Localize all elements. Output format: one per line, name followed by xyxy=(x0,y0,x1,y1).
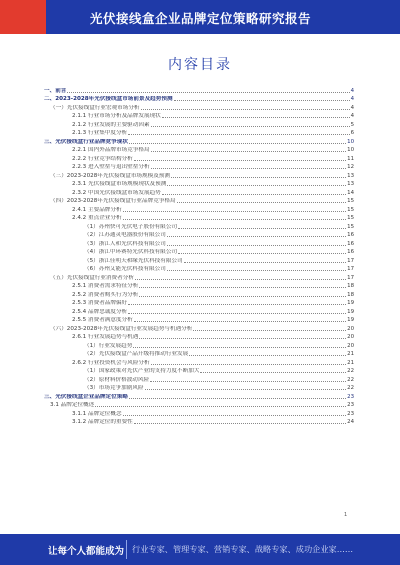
toc-entry-label: 二、2023-2028年光伏接线盒市场前景及趋势预测 xyxy=(44,96,173,102)
toc-entry-page: 13 xyxy=(347,172,354,179)
toc-entry-label: （一）光伏接线盒行业宏观市场分析 xyxy=(50,104,140,111)
toc-entry-page: 19 xyxy=(347,317,354,323)
toc-entry-label: 2.3.1 光伏接线盒市场规模现状及预测 xyxy=(72,181,167,187)
toc-leader-dots xyxy=(171,177,346,178)
toc-entry-page: 15 xyxy=(347,223,354,230)
toc-entry-page: 10 xyxy=(347,138,354,145)
toc-entry[interactable] xyxy=(44,137,354,146)
toc-entry-label: 2.6.1 行业发展趋势与机遇 xyxy=(72,334,139,340)
toc-entry-page: 24 xyxy=(347,419,354,425)
toc-entry-page: 18 xyxy=(347,291,354,298)
toc-heading: 内容目录 xyxy=(168,57,232,73)
toc-entry-label: （四）2023-2028年光伏接线盒行业品牌竞争格局 xyxy=(50,198,176,204)
toc-entry[interactable] xyxy=(44,197,354,206)
toc-entry[interactable] xyxy=(44,154,354,163)
toc-entry[interactable] xyxy=(44,384,354,393)
toc-entry[interactable] xyxy=(44,418,354,427)
toc-entry-label: （4）浙江中环赛特光伏科技有限公司 xyxy=(84,249,178,255)
toc-entry-label: 2.5.2 消费者购买行为分析 xyxy=(72,291,139,298)
toc-entry-label: 2.1.1 行业市场分析及品牌发展现状 xyxy=(72,113,161,119)
toc-leader-dots xyxy=(135,279,346,280)
toc-entry[interactable] xyxy=(44,409,354,418)
toc-entry[interactable] xyxy=(44,367,354,376)
toc-entry[interactable] xyxy=(44,112,354,121)
toc-entry-page: 17 xyxy=(347,266,354,272)
toc-entry-page: 22 xyxy=(347,385,354,391)
toc-leader-dots xyxy=(189,355,346,356)
toc-entry[interactable] xyxy=(44,205,354,214)
toc-entry[interactable] xyxy=(44,171,354,180)
toc-entry-page: 18 xyxy=(347,283,354,289)
toc-entry-label: 2.4.1 主要品牌分析 xyxy=(72,206,122,213)
toc-entry-page: 21 xyxy=(347,359,354,366)
toc-entry[interactable] xyxy=(44,282,354,291)
toc-entry[interactable] xyxy=(44,222,354,231)
toc-entry[interactable] xyxy=(44,350,354,359)
toc-entry-label: （三）2023-2028年光伏接线盒市场规模及预测 xyxy=(50,172,170,179)
toc-entry[interactable] xyxy=(44,188,354,197)
toc-entry-label: 2.5.4 品牌忠诚度分析 xyxy=(72,308,128,315)
toc-entry-label: （2）原材料价格波动风险 xyxy=(84,376,150,383)
toc-entry-label: 2.6.2 行业投资机会与风险分析 xyxy=(72,359,150,366)
toc-leader-dots xyxy=(123,219,347,220)
toc-entry[interactable] xyxy=(44,95,354,104)
toc-entry[interactable] xyxy=(44,290,354,299)
toc-entry-page: 20 xyxy=(347,334,354,340)
toc-entry-page: 23 xyxy=(347,410,354,417)
toc-leader-dots xyxy=(123,415,347,416)
footer-banner xyxy=(0,534,400,565)
toc-entry-label: （1）行业发展趋势 xyxy=(84,342,133,349)
toc-leader-dots xyxy=(134,321,346,322)
toc-entry[interactable] xyxy=(44,103,354,112)
toc-entry-label: 3.1 品牌定位概述 xyxy=(50,402,95,408)
toc-entry[interactable] xyxy=(44,214,354,223)
toc-entry-page: 20 xyxy=(347,325,354,332)
toc-entry[interactable] xyxy=(44,341,354,350)
toc-entry[interactable] xyxy=(44,239,354,248)
header-accent-bar xyxy=(0,0,46,34)
toc-leader-dots xyxy=(184,262,346,263)
toc-entry-label: 2.4.2 重点企业分析 xyxy=(72,215,122,221)
toc-leader-dots xyxy=(67,92,349,93)
toc-leader-dots xyxy=(145,389,347,390)
toc-entry-label: 2.2.2 行业竞争结构分析 xyxy=(72,155,133,162)
header-banner xyxy=(0,0,400,34)
toc-entry-page: 11 xyxy=(347,155,354,162)
table-of-contents xyxy=(44,86,354,426)
toc-entry-label: 2.1.2 行业发展的主要驱动因素 xyxy=(72,121,150,128)
toc-entry[interactable] xyxy=(44,358,354,367)
toc-leader-dots xyxy=(150,381,346,382)
toc-entry[interactable] xyxy=(44,248,354,257)
toc-entry-label: 2.5.3 消费者品牌偏好 xyxy=(72,300,128,306)
toc-leader-dots xyxy=(162,117,350,118)
page-number: 1 xyxy=(344,512,348,518)
toc-entry[interactable] xyxy=(44,120,354,129)
toc-leader-dots xyxy=(167,245,346,246)
toc-entry[interactable] xyxy=(44,401,354,410)
footer-tagline: 行业专家、管理专家、营销专家、战略专家、成功企业家…… xyxy=(132,544,354,554)
toc-entry-page: 16 xyxy=(347,232,354,238)
toc-entry[interactable] xyxy=(44,316,354,325)
toc-entry-label: （3）浙江人和光伏科技有限公司 xyxy=(84,240,166,247)
toc-entry[interactable] xyxy=(44,324,354,333)
toc-entry-label: （5）浙江佳明天和缘光伏科技有限公司 xyxy=(84,257,183,264)
toc-entry-label: 2.5.1 消费者需求特征分析 xyxy=(72,283,139,289)
toc-entry[interactable] xyxy=(44,256,354,265)
toc-entry-page: 17 xyxy=(347,257,354,264)
footer-slogan: 让每个人都能成为 xyxy=(48,546,125,557)
toc-entry-label: 2.2.1 国内外品牌市场竞争格局 xyxy=(72,147,150,153)
toc-entry-page: 4 xyxy=(350,104,354,111)
toc-entry[interactable] xyxy=(44,86,354,95)
toc-entry[interactable] xyxy=(44,375,354,384)
toc-entry-label: （2）光伏接线盒产品升级将推动行业发展 xyxy=(84,351,189,357)
toc-entry-page: 15 xyxy=(347,206,354,213)
toc-entry-page: 15 xyxy=(347,198,354,204)
toc-leader-dots xyxy=(95,406,346,407)
toc-leader-dots xyxy=(139,287,346,288)
toc-leader-dots xyxy=(162,194,346,195)
toc-leader-dots xyxy=(129,398,346,399)
toc-entry[interactable] xyxy=(44,333,354,342)
toc-leader-dots xyxy=(151,364,347,365)
toc-leader-dots xyxy=(151,126,350,127)
toc-entry-page: 17 xyxy=(347,274,354,281)
toc-entry[interactable] xyxy=(44,163,354,172)
toc-entry[interactable] xyxy=(44,392,354,401)
toc-entry-page: 4 xyxy=(350,96,354,102)
toc-leader-dots xyxy=(200,372,346,373)
toc-entry[interactable] xyxy=(44,273,354,282)
toc-entry-label: 一、前言 xyxy=(44,87,67,94)
toc-entry-label: 3.1.2 品牌定位的重要性 xyxy=(72,419,133,425)
toc-entry-label: 2.3.2 中国光伏接线盒市场发展趋势 xyxy=(72,189,161,196)
toc-entry-page: 23 xyxy=(347,402,354,408)
toc-leader-dots xyxy=(174,100,350,101)
toc-entry-label: （3）市场竞争加剧风险 xyxy=(84,385,144,391)
toc-entry-page: 15 xyxy=(347,215,354,221)
report-title: 光伏接线盒企业品牌定位策略研究报告 xyxy=(90,11,312,26)
toc-leader-dots xyxy=(177,202,347,203)
toc-entry-page: 23 xyxy=(347,393,354,400)
toc-leader-dots xyxy=(178,228,346,229)
toc-leader-dots xyxy=(167,185,346,186)
toc-entry-label: 2.5.5 消费者满意度分析 xyxy=(72,317,133,323)
toc-entry-label: （1）苏州快可光伏电子股份有限公司 xyxy=(84,223,178,230)
toc-entry-page: 10 xyxy=(347,147,354,153)
toc-entry-label: 3.1.1 品牌定位概念 xyxy=(72,410,122,417)
toc-entry[interactable] xyxy=(44,299,354,308)
toc-entry-label: 三、光伏接线盒行业品牌竞争现状 xyxy=(44,138,128,145)
toc-leader-dots xyxy=(151,151,347,152)
toc-entry-label: （2）江苏通灵电器股份有限公司 xyxy=(84,232,166,238)
toc-leader-dots xyxy=(139,338,346,339)
toc-leader-dots xyxy=(133,347,346,348)
toc-leader-dots xyxy=(178,253,346,254)
toc-entry[interactable] xyxy=(44,231,354,240)
toc-entry[interactable] xyxy=(44,146,354,155)
toc-leader-dots xyxy=(141,109,350,110)
toc-entry-page: 6 xyxy=(350,130,354,136)
footer-divider xyxy=(126,540,127,559)
toc-entry-label: （六）2023-2028年光伏接线盒行业发展趋势与机遇分析 xyxy=(50,325,193,332)
toc-entry-label: 2.2.3 进入壁垒与退出壁垒分析 xyxy=(72,164,150,170)
toc-leader-dots xyxy=(151,168,347,169)
toc-leader-dots xyxy=(128,313,346,314)
toc-leader-dots xyxy=(167,270,346,271)
toc-entry-page: 20 xyxy=(347,342,354,349)
toc-entry-page: 13 xyxy=(347,181,354,187)
toc-entry-page: 4 xyxy=(350,87,354,94)
toc-leader-dots xyxy=(167,236,346,237)
toc-entry-label: （6）苏州艾能光伏科技有限公司 xyxy=(84,266,166,272)
toc-entry[interactable] xyxy=(44,180,354,189)
toc-leader-dots xyxy=(134,423,346,424)
toc-entry-page: 22 xyxy=(347,368,354,374)
toc-entry-page: 21 xyxy=(347,351,354,357)
toc-entry[interactable] xyxy=(44,265,354,274)
toc-entry-page: 14 xyxy=(347,189,354,196)
toc-entry-page: 12 xyxy=(347,164,354,170)
toc-entry-page: 22 xyxy=(347,376,354,383)
toc-entry[interactable] xyxy=(44,307,354,316)
toc-entry-page: 16 xyxy=(347,249,354,255)
toc-entry-page: 19 xyxy=(347,300,354,306)
toc-entry-label: 三、光伏接线盒企业品牌定位策略 xyxy=(44,393,128,400)
toc-leader-dots xyxy=(128,304,346,305)
toc-entry-page: 4 xyxy=(350,113,354,119)
toc-leader-dots xyxy=(139,296,346,297)
toc-entry-label: （五）光伏接线盒行业消费者分析 xyxy=(50,274,134,281)
toc-entry-page: 16 xyxy=(347,240,354,247)
toc-leader-dots xyxy=(134,160,346,161)
toc-entry[interactable] xyxy=(44,129,354,138)
toc-leader-dots xyxy=(129,143,346,144)
toc-entry-page: 5 xyxy=(350,121,354,128)
toc-leader-dots xyxy=(128,134,349,135)
toc-leader-dots xyxy=(193,330,346,331)
toc-leader-dots xyxy=(123,211,347,212)
toc-entry-label: （1）国家政策对光伏产业的支持力度不断加大 xyxy=(84,368,200,374)
toc-entry-label: 2.1.3 行业集中度分析 xyxy=(72,130,128,136)
toc-entry-page: 19 xyxy=(347,308,354,315)
